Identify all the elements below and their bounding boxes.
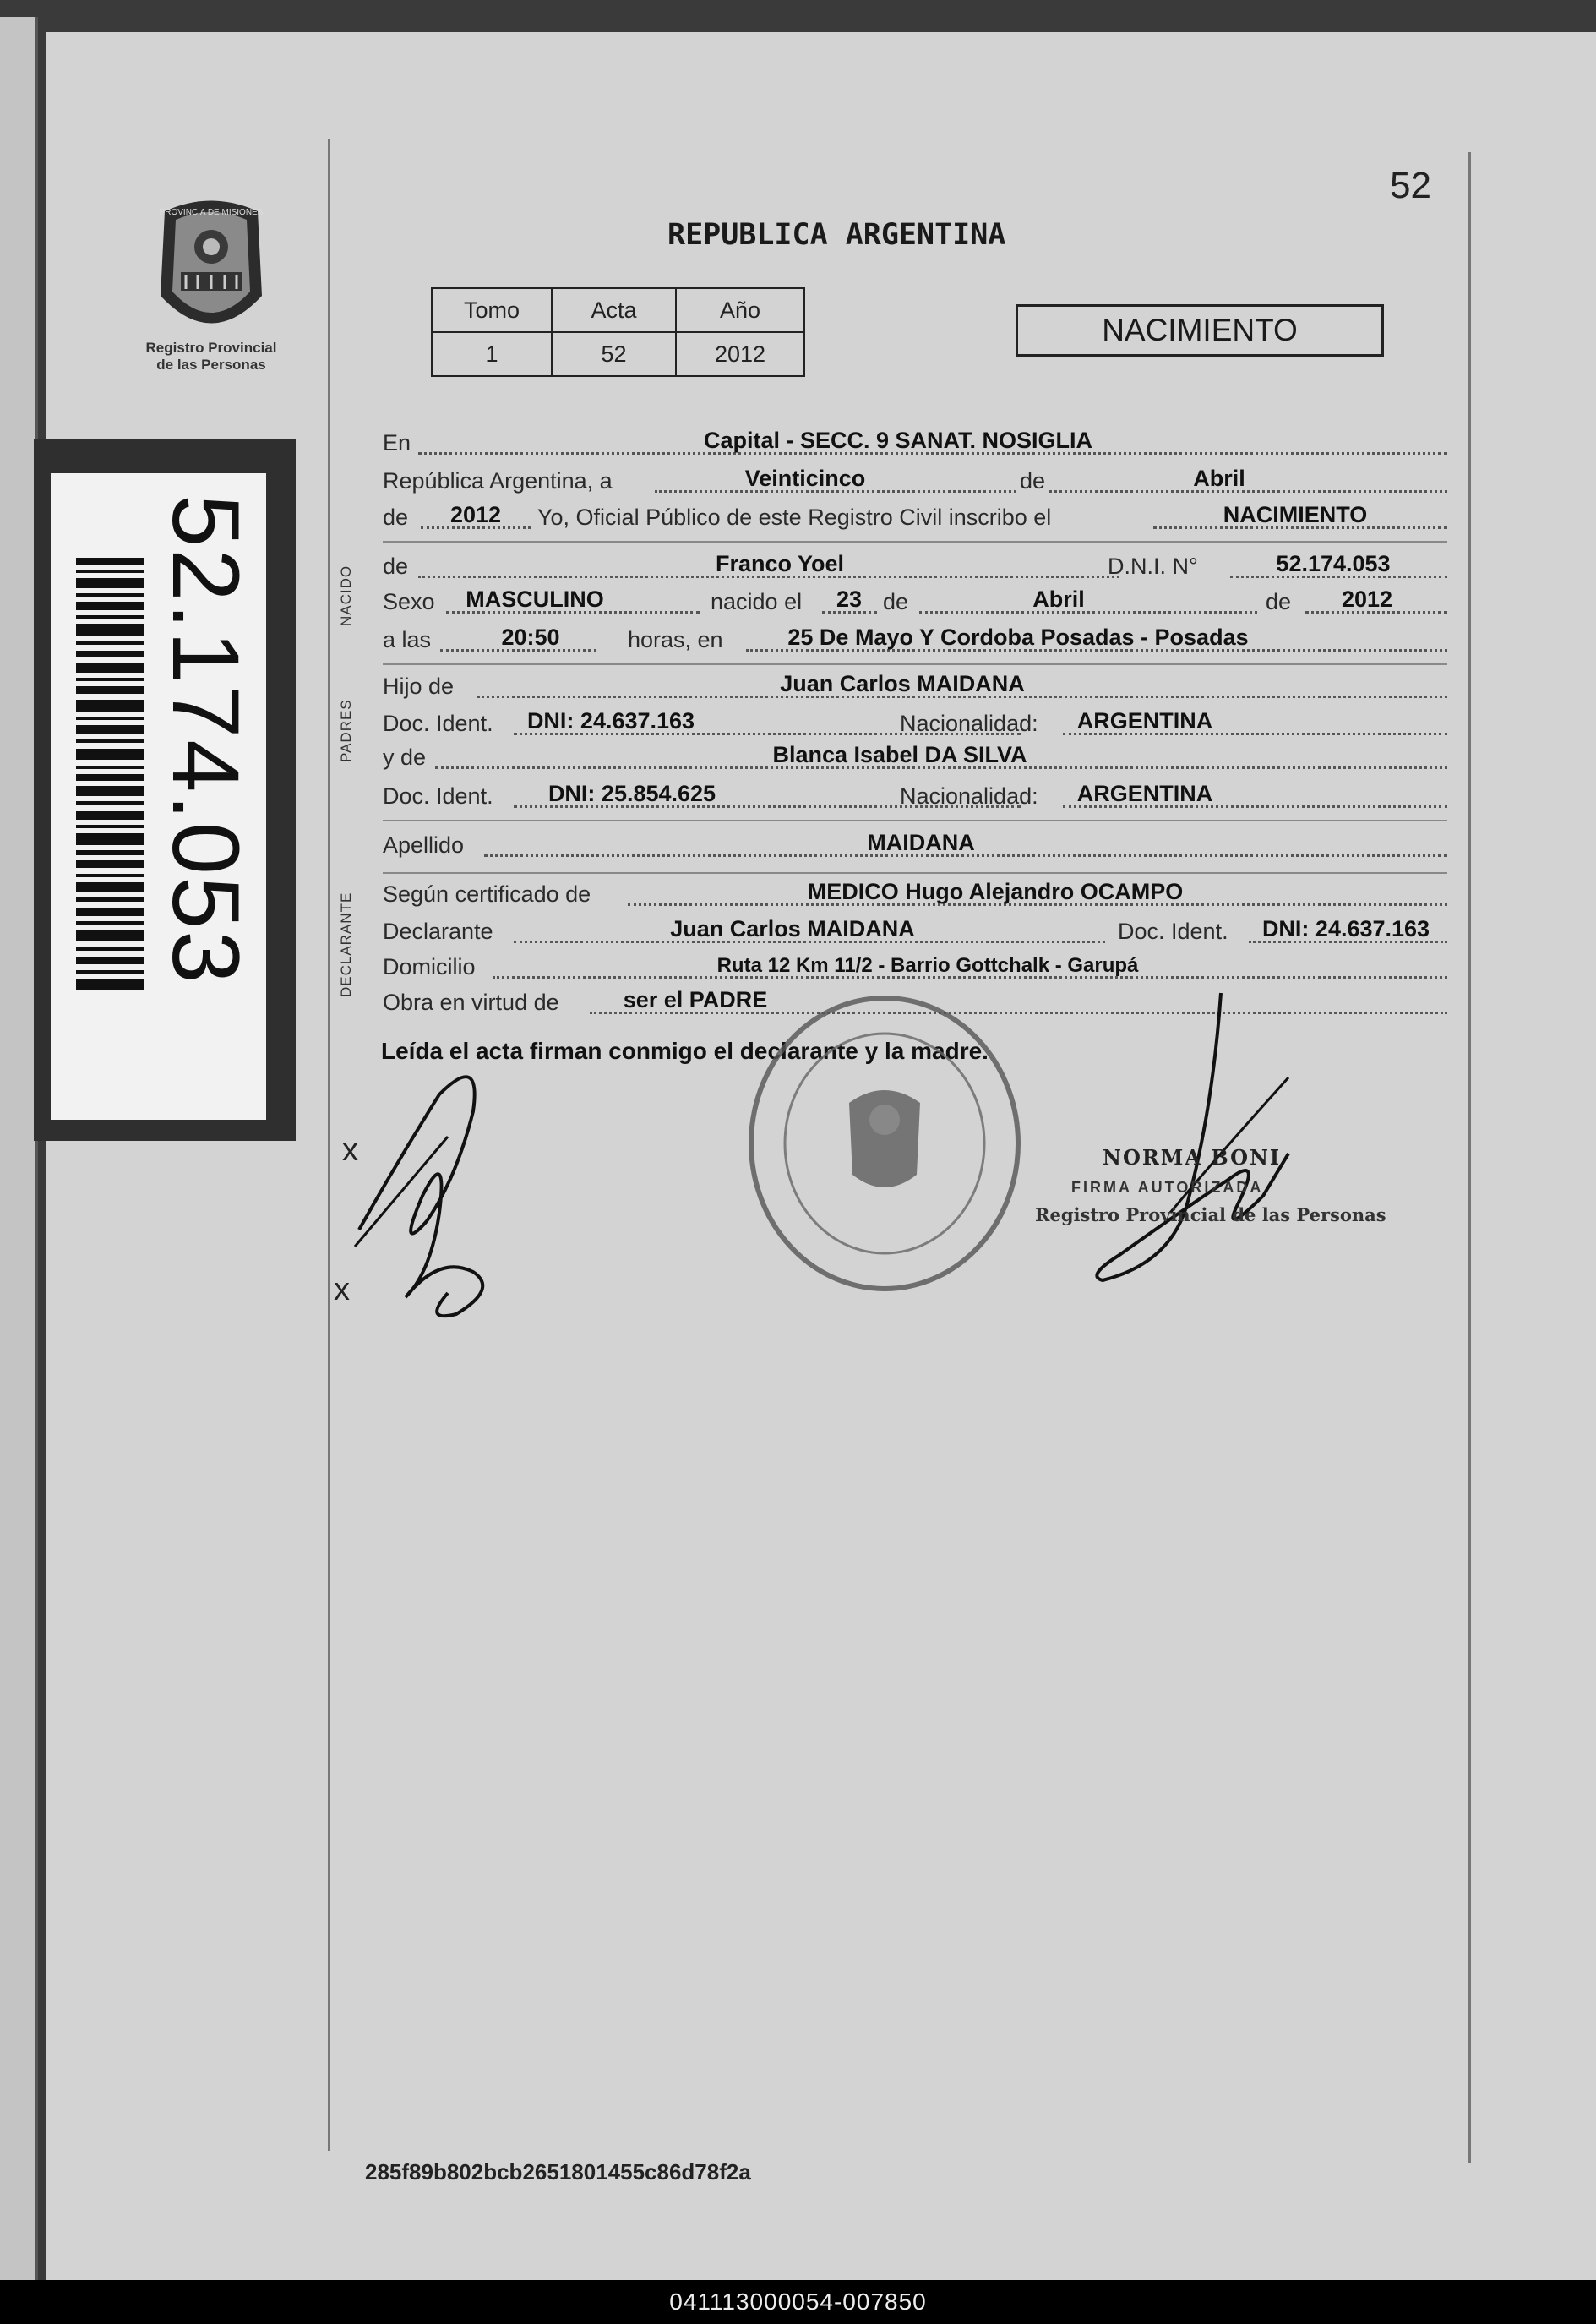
dni-label: D.N.I. N°: [1108, 554, 1198, 579]
birth-day: 23: [836, 586, 863, 612]
section-divider: [383, 541, 1447, 543]
de-label: de: [883, 589, 909, 614]
official-name: NORMA BONI: [1103, 1145, 1282, 1170]
record-value-cell: 2012: [676, 332, 804, 376]
record-header-row: [432, 288, 804, 332]
row-mother: [383, 739, 1447, 776]
section-divider: [383, 820, 1447, 821]
signature-x-mark: x: [334, 1272, 350, 1307]
birth-time: 20:50: [501, 625, 560, 650]
yde-label: y de: [383, 745, 427, 770]
obra-label: Obra en virtud de: [383, 990, 559, 1015]
left-margin-line: [328, 139, 330, 2151]
act-type: NACIMIENTO: [1223, 502, 1368, 527]
section-label-padres: PADRES: [338, 699, 354, 763]
country-title: REPUBLICA ARGENTINA: [667, 218, 1006, 252]
de-label: de: [383, 505, 409, 530]
record-value-row: [432, 332, 804, 376]
nacionalidad-label: Nacionalidad:: [900, 783, 1038, 809]
section-label-declarante: DECLARANTE: [338, 892, 354, 997]
de-label: de: [1016, 468, 1049, 494]
doc-label: Doc. Ident.: [383, 711, 493, 736]
row-date: [383, 462, 1447, 499]
birth-year: 2012: [1341, 586, 1393, 612]
apellido-label: Apellido: [383, 832, 465, 858]
record-table: [431, 287, 805, 377]
child-sex: MASCULINO: [466, 586, 604, 612]
record-header-cell: Año: [676, 288, 804, 332]
signature-x-mark: x: [342, 1132, 358, 1168]
row-mother-doc: [383, 777, 1447, 815]
row-declarant: [383, 913, 1447, 950]
alas-label: a las: [383, 627, 432, 652]
de-label: de: [383, 554, 409, 579]
mother-nationality: ARGENTINA: [1076, 781, 1213, 806]
official-office: Registro Provincial de las Personas: [1035, 1204, 1386, 1225]
dotted-line: [919, 611, 1257, 614]
registry-line-1: Registro Provincial: [145, 340, 277, 356]
svg-text:PROVINCIA DE MISIONES: PROVINCIA DE MISIONES: [159, 208, 264, 217]
certifying-doctor: MEDICO Hugo Alejandro OCAMPO: [807, 879, 1184, 904]
doc-label: Doc. Ident.: [1118, 919, 1228, 944]
official-role: FIRMA AUTORIZADA: [1071, 1179, 1264, 1196]
row-year-act: [383, 499, 1447, 536]
row-address: [383, 948, 1447, 985]
page-number: 52: [1390, 165, 1431, 206]
declarant-name: Juan Carlos MAIDANA: [670, 916, 915, 941]
book-binding-edge: [0, 17, 38, 2282]
record-value-cell: 52: [552, 332, 676, 376]
closing-statement: Leída el acta firman conmigo el declarante y la madre.: [381, 1038, 989, 1064]
nacionalidad-label: Nacionalidad:: [900, 711, 1038, 736]
ministry-stamp-icon: [739, 985, 1031, 1301]
registration-day: Veinticinco: [744, 466, 866, 491]
de-label: de: [1266, 589, 1292, 614]
registration-year: 2012: [449, 502, 502, 527]
birth-place: 25 De Mayo Y Cordoba Posadas - Posadas: [787, 625, 1249, 650]
horas-label: horas, en: [628, 627, 723, 652]
registration-month: Abril: [1193, 466, 1245, 491]
surname: MAIDANA: [867, 830, 975, 855]
domicilio-label: Domicilio: [383, 954, 476, 979]
row-sex-birth: [383, 583, 1447, 620]
declarant-signature-icon: [346, 1061, 524, 1323]
republica-label: República Argentina, a: [383, 468, 613, 494]
father-doc: DNI: 24.637.163: [526, 708, 695, 734]
section-divider: [383, 663, 1447, 665]
certificate-type-box: NACIMIENTO: [1016, 304, 1384, 357]
section-divider: [383, 872, 1447, 874]
row-medical-cert: [383, 876, 1447, 913]
row-father-doc: [383, 705, 1447, 742]
inscribo-label: Yo, Oficial Público de este Registro Civil inscribo el: [537, 505, 1052, 530]
certificado-label: Según certificado de: [383, 881, 591, 907]
registry-line-2: de las Personas: [156, 357, 266, 373]
doc-label: Doc. Ident.: [383, 783, 493, 809]
child-dni: 52.174.053: [1276, 551, 1391, 576]
declarant-doc: DNI: 24.637.163: [1261, 916, 1430, 941]
barcode-bars-icon: [76, 558, 144, 997]
father-nationality: ARGENTINA: [1076, 708, 1213, 734]
scan-code: 041113000054-007850: [669, 2289, 927, 2315]
registry-place: Capital - SECC. 9 SANAT. NOSIGLIA: [703, 428, 1093, 453]
birth-month: Abril: [1032, 586, 1085, 612]
mother-doc: DNI: 25.854.625: [547, 781, 716, 806]
official-signature-icon: [1069, 985, 1305, 1297]
row-surname: [383, 826, 1447, 864]
hijo-label: Hijo de: [383, 674, 455, 699]
sexo-label: Sexo: [383, 589, 435, 614]
document-hash: 285f89b802bcb2651801455c86d78f2a: [365, 2159, 751, 2185]
record-header-cell: Acta: [552, 288, 676, 332]
section-label-nacido: NACIDO: [338, 565, 354, 627]
row-place: [383, 424, 1447, 461]
declarante-label: Declarante: [383, 919, 493, 944]
row-father: [383, 668, 1447, 705]
father-name: Juan Carlos MAIDANA: [780, 671, 1025, 696]
barcode-number: 52.174.053: [153, 494, 259, 985]
registry-label: [127, 340, 296, 374]
child-name: Franco Yoel: [715, 551, 845, 576]
declarant-capacity: ser el PADRE: [623, 987, 768, 1012]
en-label: En: [383, 430, 411, 456]
record-value-cell: 1: [432, 332, 552, 376]
provincial-seal-icon: [144, 194, 279, 346]
nacido-label: nacido el: [711, 589, 803, 614]
scan-footer-bar: [0, 2280, 1596, 2324]
record-header-cell: Tomo: [432, 288, 552, 332]
row-time-place: [383, 621, 1447, 658]
declarant-address: Ruta 12 Km 11/2 - Barrio Gottchalk - Garupá: [716, 954, 1139, 977]
mother-name: Blanca Isabel DA SILVA: [772, 742, 1027, 767]
row-name: [383, 548, 1447, 585]
right-margin-line: [1468, 152, 1471, 2163]
